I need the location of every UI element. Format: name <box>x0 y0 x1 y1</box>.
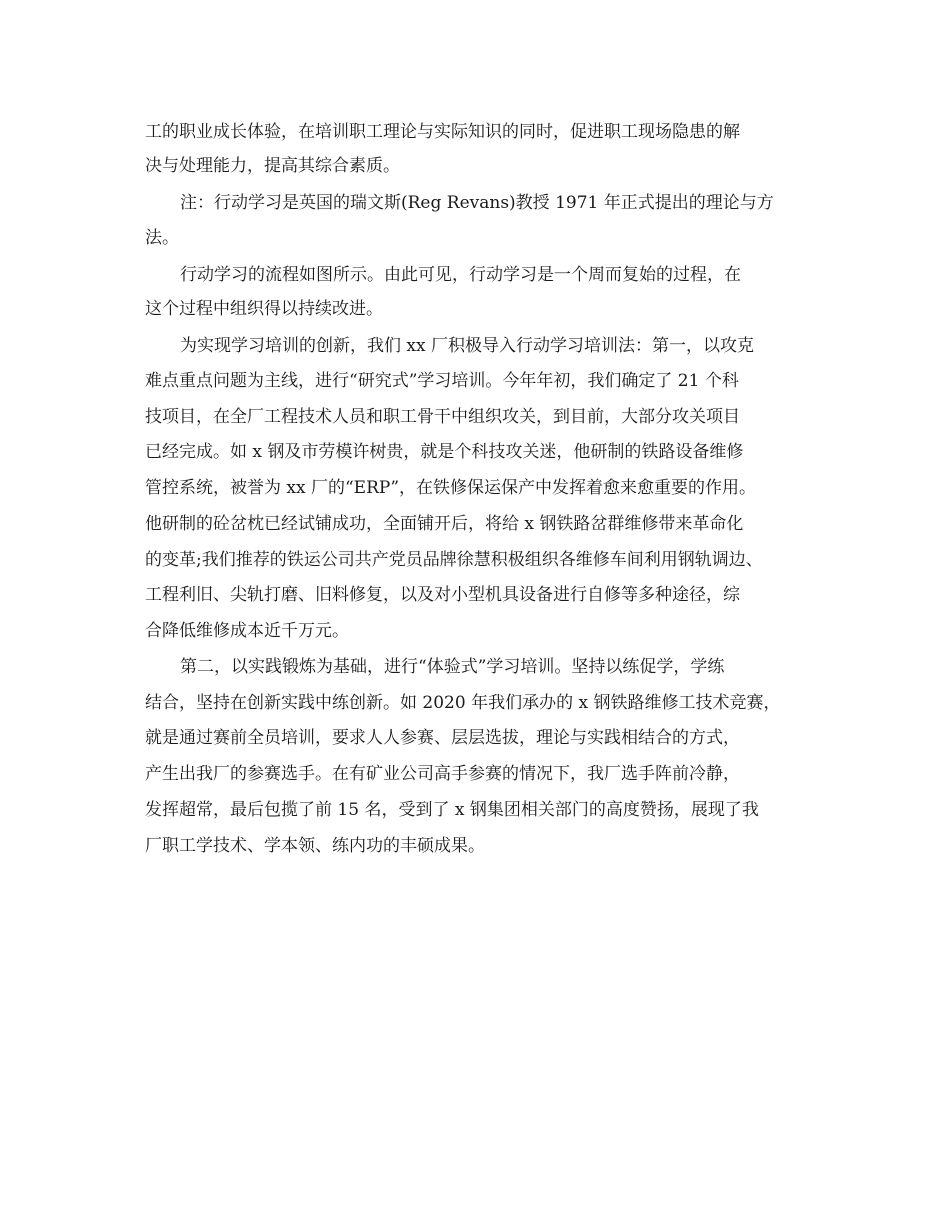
text-line: 合降低维修成本近千万元。 <box>145 621 349 641</box>
text-line: 就是通过赛前全员培训，要求人人参赛、层层选拔，理论与实践相结合的方式， <box>145 728 740 748</box>
text-line: 难点重点问题为主线，进行“研究式”学习培训。今年年初，我们确定了 21 个科 <box>145 371 739 391</box>
text-line: 为实现学习培训的创新，我们 xx 厂积极导入行动学习培训法：第一，以攻克 <box>180 336 754 356</box>
text-line: 的变革;我们推荐的铁运公司共产党员品牌徐慧积极组织各维修车间利用钢轨调边、 <box>145 550 763 570</box>
text-line: 结合，坚持在创新实践中练创新。如 2020 年我们承办的 x 钢铁路维修工技术竞赛， <box>145 693 781 713</box>
text-line: 发挥超常，最后包揽了前 15 名，受到了 x 钢集团相关部门的高度赞扬，展现了我 <box>145 800 759 820</box>
text-line: 法。 <box>145 228 179 248</box>
text-line: 已经完成。如 x 钢及市劳模许树贵，就是个科技攻关迷，他研制的铁路设备维修 <box>145 442 744 462</box>
text-line: 产生出我厂的参赛选手。在有矿业公司高手参赛的情况下，我厂选手阵前冷静， <box>145 764 740 784</box>
text-line: 行动学习的流程如图所示。由此可见，行动学习是一个周而复始的过程，在 <box>180 265 741 285</box>
text-line: 厂职工学技术、学本领、练内功的丰硕成果。 <box>145 836 485 856</box>
text-line: 工程利旧、尖轨打磨、旧料修复，以及对小型机具设备进行自修等多种途径，综 <box>145 585 740 605</box>
text-line: 他研制的砼岔枕已经试铺成功，全面铺开后，将给 x 钢铁路岔群维修带来革命化 <box>145 514 744 534</box>
text-line: 注：行动学习是英国的瑞文斯(Reg Revans)教授 1971 年正式提出的理论与方 <box>180 193 774 213</box>
text-line: 第二，以实践锻炼为基础，进行“体验式”学习培训。坚持以练促学，学练 <box>180 657 725 677</box>
text-line: 决与处理能力，提高其综合素质。 <box>145 156 400 176</box>
text-line: 工的职业成长体验，在培训职工理论与实际知识的同时，促进职工现场隐患的解 <box>145 122 740 142</box>
text-line: 管控系统，被誉为 xx 厂的“ERP”，在铁修保运保产中发挥着愈来愈重要的作用。 <box>145 478 757 498</box>
text-line: 技项目，在全厂工程技术人员和职工骨干中组织攻关，到目前，大部分攻关项目 <box>145 407 740 427</box>
text-line: 这个过程中组织得以持续改进。 <box>145 299 383 319</box>
